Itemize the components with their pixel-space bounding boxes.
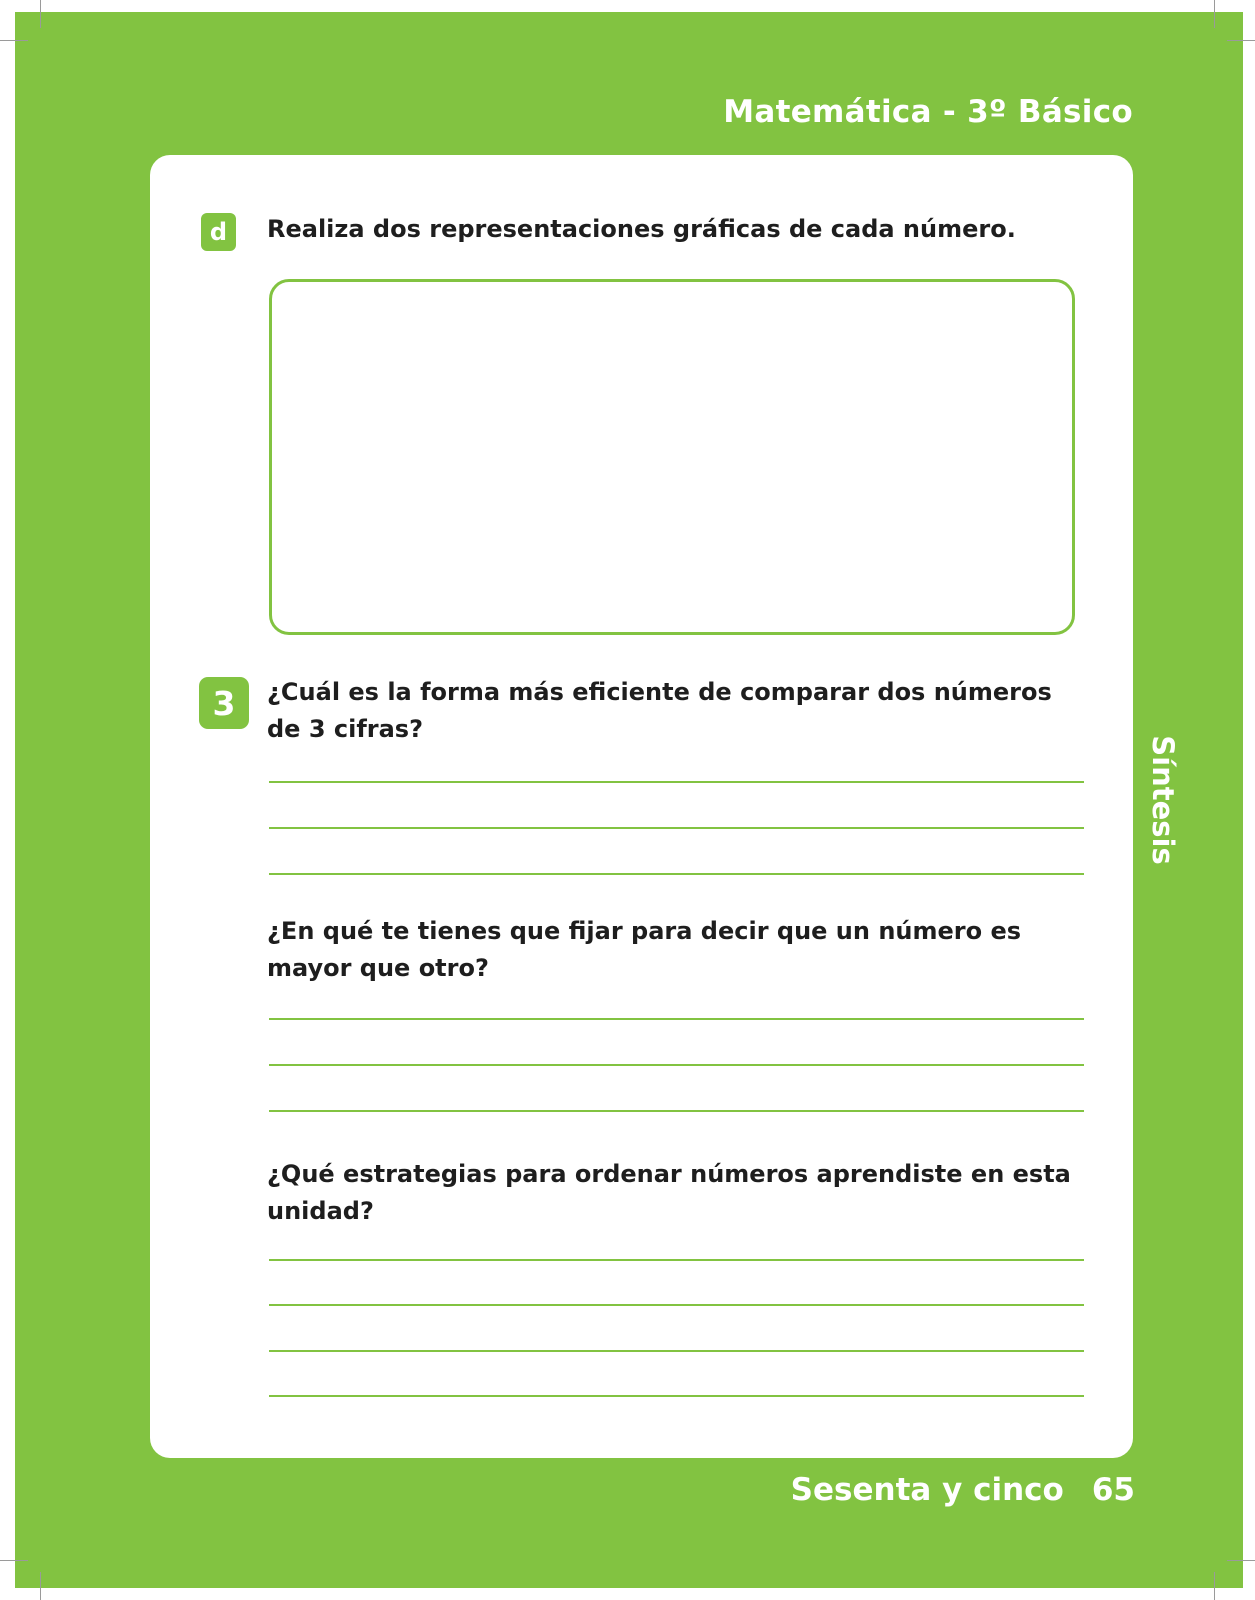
answer-line[interactable] [269,1110,1084,1112]
answer-line[interactable] [269,827,1084,829]
page-number-words: Sesenta y cinco [790,1472,1064,1508]
question-compare: ¿Cuál es la forma más eficiente de comparar dos números de 3 cifras? [267,678,1052,743]
answer-line[interactable] [269,1350,1084,1352]
trim-mark [1227,1560,1255,1561]
answer-line[interactable] [269,1018,1084,1020]
answer-line[interactable] [269,781,1084,783]
answer-line[interactable] [269,1304,1084,1306]
instruction-d: Realiza dos representaciones gráficas de cada número. [267,215,1016,243]
question-strategies: ¿Qué estrategias para ordenar números aprendiste en esta unidad? [267,1160,1071,1225]
drawing-area[interactable] [269,279,1075,635]
trim-mark [1214,1572,1215,1600]
page-number: 65 [1091,1472,1135,1508]
side-tab-label: Síntesis [1146,735,1180,865]
answer-line[interactable] [269,873,1084,875]
trim-mark [40,0,41,28]
item-badge-3: 3 [199,677,249,729]
worksheet-card [150,155,1133,1458]
trim-mark [0,1560,28,1561]
answer-line[interactable] [269,1259,1084,1261]
answer-line[interactable] [269,1064,1084,1066]
trim-mark [40,1572,41,1600]
trim-mark [0,40,28,41]
trim-mark [1214,0,1215,28]
item-badge-d: d [201,213,236,251]
page-footer [791,1472,1135,1508]
answer-line[interactable] [269,1395,1084,1397]
question-greater: ¿En qué te tienes que fijar para decir que un número es mayor que otro? [267,917,1022,982]
trim-mark [1227,40,1255,41]
page-header-title: Matemática - 3º Básico [723,94,1133,130]
